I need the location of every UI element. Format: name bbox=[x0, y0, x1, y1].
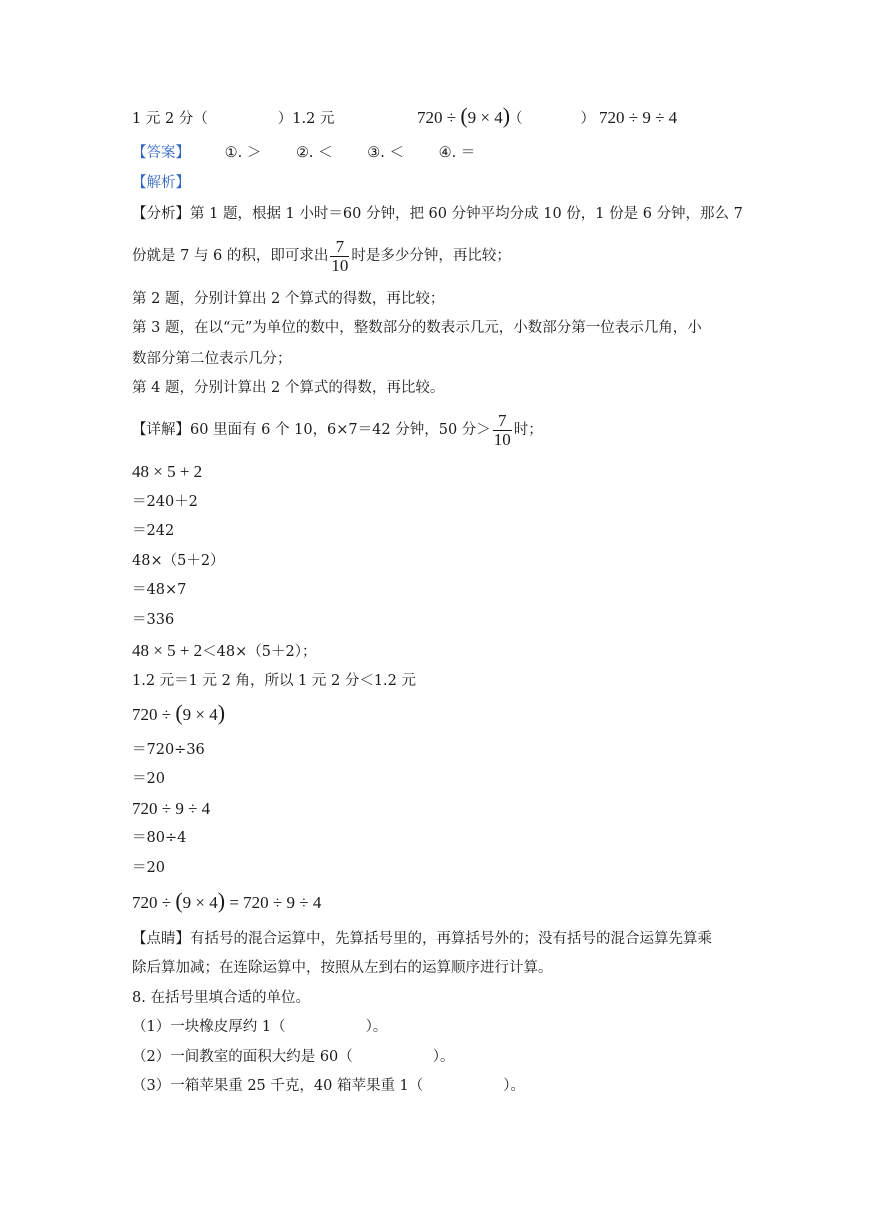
step-1: 48 × 5 + 2 bbox=[132, 462, 203, 481]
step-15-c: = 720 ÷ 9 ÷ 4 bbox=[225, 893, 322, 912]
answer-line bbox=[132, 143, 475, 163]
detail-fraction bbox=[493, 412, 512, 449]
analysis-line-6: 第 4 题，分别计算出 2 个算式的得数，再比较。 bbox=[132, 380, 445, 396]
question-8-title: 8. 在括号里填合适的单位。 bbox=[132, 990, 310, 1006]
step-14: ＝20 bbox=[132, 860, 165, 876]
analysis-line-5: 数部分第二位表示几分； bbox=[132, 351, 292, 367]
comment-line-1: 【点睛】有括号的混合运算中，先算括号里的，再算括号外的；没有括号的混合运算先算乘 bbox=[132, 931, 712, 947]
step-5: ＝48×7 bbox=[132, 582, 187, 598]
q8-1-post: ）。 bbox=[365, 1019, 388, 1035]
step-8: 1.2 元＝1 元 2 角，所以 1 元 2 分＜1.2 元 bbox=[132, 673, 417, 689]
blank2-left: （ bbox=[508, 111, 523, 127]
q8-3-pre: （3）一箱苹果重 25 千克，40 箱苹果重 1（ bbox=[132, 1078, 424, 1094]
detail-line bbox=[132, 410, 543, 450]
step-15: 720 ÷ (9 × 4) = 720 ÷ 9 ÷ 4 bbox=[132, 888, 322, 913]
paren-close: ) bbox=[502, 103, 511, 128]
question-8-2 bbox=[132, 1047, 455, 1067]
step-4: 48×（5＋2） bbox=[132, 553, 225, 569]
fraction-7-10 bbox=[330, 238, 349, 275]
step-11: ＝20 bbox=[132, 771, 165, 787]
compare-line bbox=[132, 109, 334, 129]
step-9-b: 9 × 4 bbox=[182, 705, 218, 724]
step-7 bbox=[132, 641, 317, 662]
analysis-line-2 bbox=[132, 236, 511, 276]
compare-expr bbox=[417, 103, 511, 128]
step-13: ＝80÷4 bbox=[132, 830, 187, 846]
compare-right: ）1.2 元 bbox=[277, 111, 335, 127]
q8-2-pre: （2）一间教室的面积大约是 60（ bbox=[132, 1049, 353, 1065]
step-15-a: 720 ÷ bbox=[132, 893, 176, 912]
compare-left: 1 元 2 分（ bbox=[132, 111, 208, 127]
step-12: 720 ÷ 9 ÷ 4 bbox=[132, 799, 211, 818]
step-15-b: 9 × 4 bbox=[182, 893, 218, 912]
analysis-line-4: 第 3 题，在以“元”为单位的数中，整数部分的数表示几元，小数部分第一位表示几角，小 bbox=[132, 320, 702, 336]
answer-1: ①. ＞ bbox=[224, 145, 262, 161]
step-6: ＝336 bbox=[132, 612, 175, 628]
step-9-a: 720 ÷ bbox=[132, 705, 176, 724]
q8-3-post: ）。 bbox=[503, 1078, 526, 1094]
step-7-rest: ＜48×（5＋2）； bbox=[202, 644, 317, 660]
frac-den: 10 bbox=[331, 255, 349, 275]
paren-inner: 9 × 4 bbox=[467, 108, 503, 127]
answer-4: ④. ＝ bbox=[438, 145, 476, 161]
blank2-right: ） bbox=[580, 111, 595, 127]
analysis-line-2-pre: 份就是 7 与 6 的积，即可求出 bbox=[132, 248, 329, 264]
q8-2-post: ）。 bbox=[432, 1049, 455, 1065]
detail-frac-den: 10 bbox=[493, 429, 511, 449]
question-8-1 bbox=[132, 1017, 387, 1037]
step-9: 720 ÷ (9 × 4) bbox=[132, 700, 226, 725]
comment-line-2: 除后算加减；在连除运算中，按照从左到右的运算顺序进行计算。 bbox=[132, 960, 553, 976]
compare-blank2 bbox=[508, 109, 595, 129]
frac-num: 7 bbox=[330, 238, 349, 257]
question-8-3 bbox=[132, 1076, 525, 1096]
analysis-line-3: 第 2 题，分别计算出 2 个算式的得数，再比较； bbox=[132, 291, 445, 307]
step-7-math: 48 × 5 + 2 bbox=[132, 641, 203, 660]
answer-tag: 【答案】 bbox=[132, 145, 190, 161]
detail-frac-num: 7 bbox=[493, 412, 512, 431]
answer-2: ②. ＜ bbox=[295, 145, 333, 161]
analysis-line-2-post: 时是多少分钟，再比较； bbox=[351, 248, 511, 264]
compare-expr-b: 720 ÷ 9 ÷ 4 bbox=[599, 108, 678, 127]
analysis-tag: 【解析】 bbox=[132, 175, 190, 191]
answer-3: ③. ＜ bbox=[367, 145, 404, 161]
detail-pre: 【详解】60 里面有 6 个 10，6×7＝42 分钟，50 分＞ bbox=[132, 422, 491, 438]
paren-open: ( bbox=[460, 103, 468, 128]
detail-post: 时； bbox=[513, 422, 543, 438]
step-2: ＝240＋2 bbox=[132, 494, 198, 510]
step-3: ＝242 bbox=[132, 523, 175, 539]
q8-1-pre: （1）一块橡皮厚约 1（ bbox=[132, 1019, 286, 1035]
analysis-line-1: 【分析】第 1 题，根据 1 小时＝60 分钟，把 60 分钟平均分成 10 份，1 份是 6 分钟，那么 7 bbox=[132, 206, 743, 222]
expr-a: 720 ÷ bbox=[417, 108, 461, 127]
step-10: ＝720÷36 bbox=[132, 742, 205, 758]
